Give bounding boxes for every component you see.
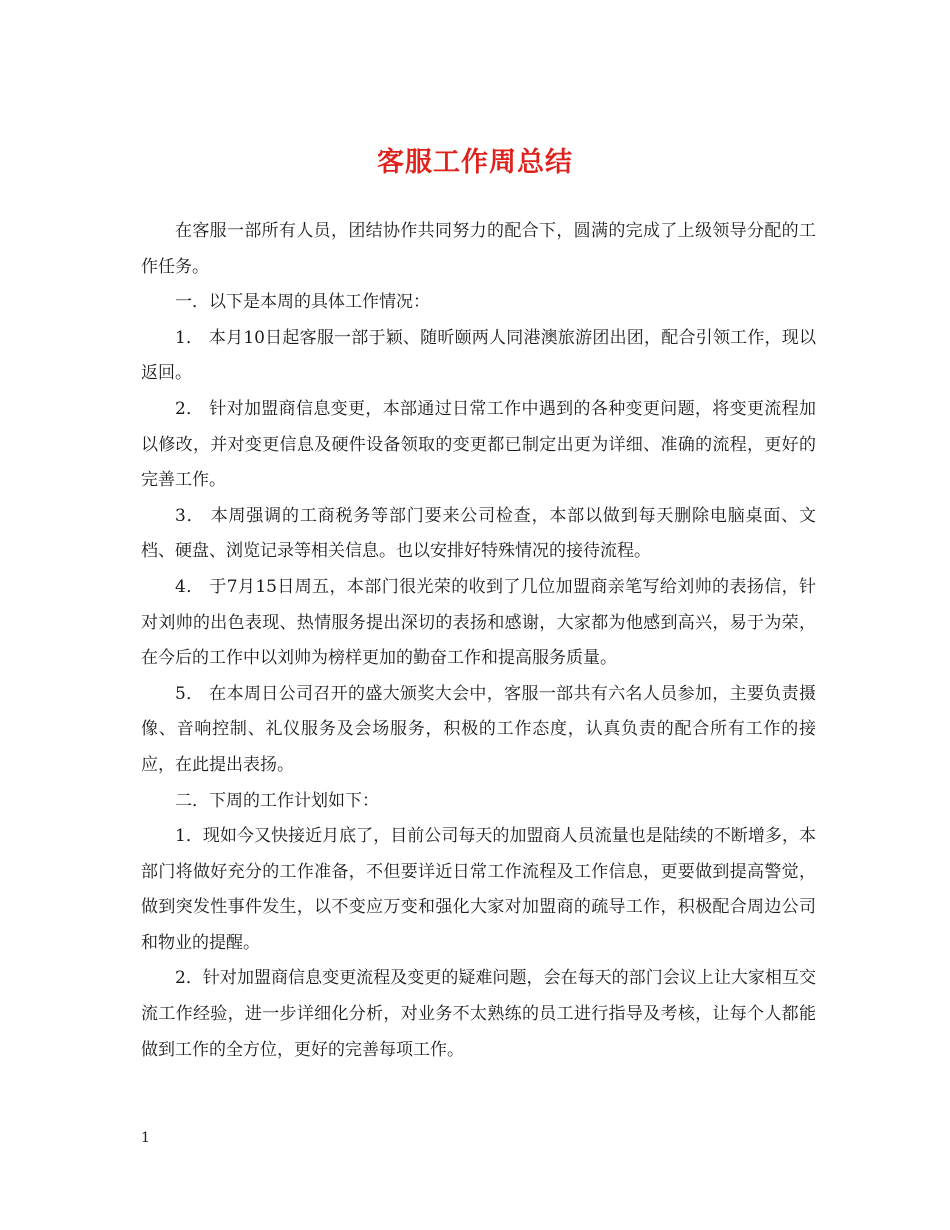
paragraph-item-1: 1． 本月10日起客服一部于颖、随昕颐两人同港澳旅游团出团，配合引领工作，现以返回。 (141, 327, 816, 384)
paragraph-item-5: 5． 在本周日公司召开的盛大颁奖大会中，客服一部共有六名人员参加，主要负责摄像、音响控制、礼仪服务及会场服务，积极的工作态度，认真负责的配合所有工作的接应，在此提出表扬。 (141, 683, 816, 775)
paragraph-intro: 在客服一部所有人员，团结协作共同努力的配合下，圆满的完成了上级领导分配的工作任务。 (141, 221, 816, 277)
paragraph-plan-1: 1．现如今又快接近月底了，目前公司每天的加盟商人员流量也是陆续的不断增多，本部门将做好充分的工作准备，不但要详近日常工作流程及工作信息，更要做到提高警觉，做到突发性事件发生，以不变应万变和强化大家对加盟商的疏导工作，积极配合周边公司和物业的提醒。 (141, 826, 816, 953)
paragraph-item-2: 2． 针对加盟商信息变更，本部通过日常工作中遇到的各种变更问题，将变更流程加以修改，并对变更信息及硬件设备领取的变更都已制定出更为详细、准确的流程，更好的完善工作。 (141, 398, 816, 491)
document-title: 客服工作周总结 (377, 147, 573, 178)
section-heading-this-week: 一．以下是本周的具体工作情况： (175, 292, 430, 313)
document-body (141, 214, 816, 1068)
paragraph-item-4: 4． 于7月15日周五，本部门很光荣的收到了几位加盟商亲笔写给刘帅的表扬信，针对刘帅的出色表现、热情服务提出深切的表扬和感谢，大家都为他感到高兴，易于为荣，在今后的工作中以刘帅为榜样更加的勤奋工作和提高服务质量。 (141, 576, 816, 669)
section-heading-next-week: 二．下周的工作计划如下： (175, 790, 379, 811)
page-number: 1 (141, 1130, 150, 1146)
paragraph-plan-2: 2．针对加盟商信息变更流程及变更的疑难问题，会在每天的部门会议上让大家相互交流工作经验，进一步详细化分析，对业务不太熟练的员工进行指导及考核，让每个人都能做到工作的全方位，更好的完善每项工作。 (141, 968, 816, 1060)
paragraph-item-3: 3． 本周强调的工商税务等部门要来公司检查，本部以做到每天删除电脑桌面、文档、硬盘、浏览记录等相关信息。也以安排好特殊情况的接待流程。 (141, 505, 816, 562)
